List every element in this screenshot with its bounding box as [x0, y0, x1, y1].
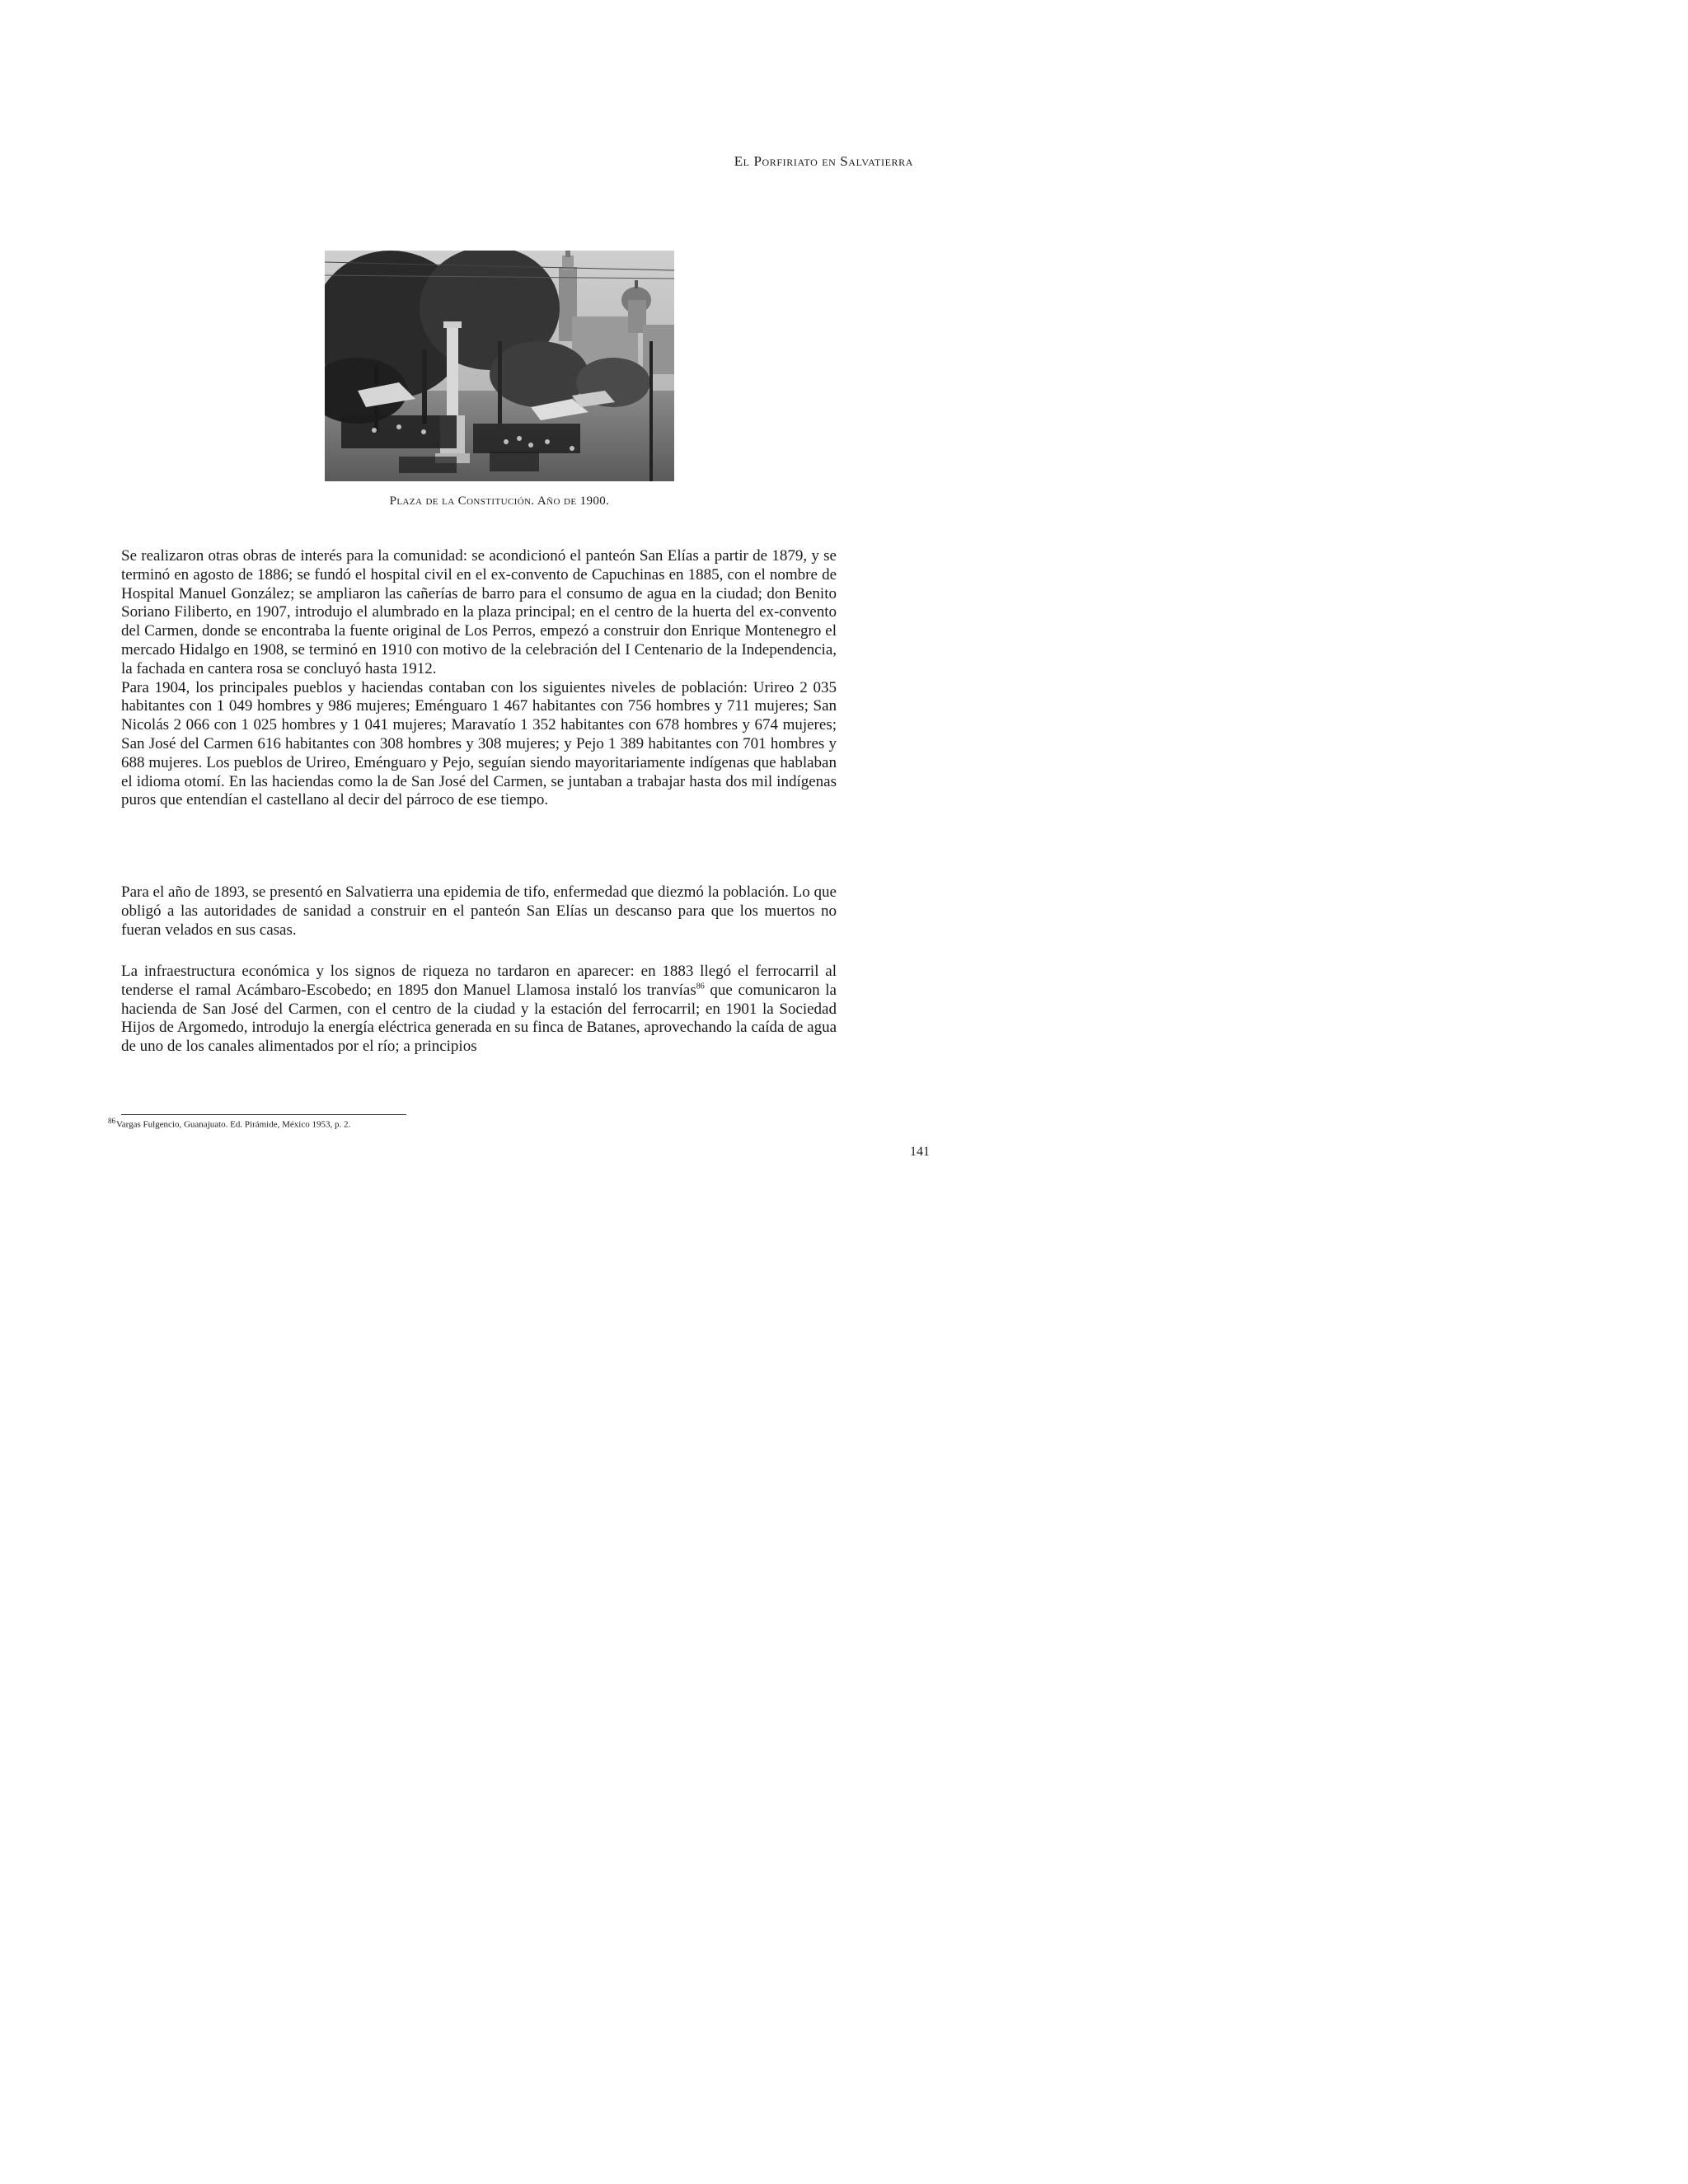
paragraph-text: que comunicaron la hacienda de San José del Carmen, con el centro de la ciudad y la estación del ferrocarril; en 1901 la Sociedad Hijos de Argomedo, introdujo la energía eléctrica generada en su finca de Batanes, aprovechando la caída de agua de uno de los canales alimentados por el río; a principios: [121, 981, 837, 1056]
footnote-reference[interactable]: 86: [696, 982, 705, 991]
historic-plaza-photo: [325, 251, 674, 481]
body-paragraph: Para el año de 1893, se presentó en Salvatierra una epidemia de tifo, enfermedad que diezmó la población. Lo que obligó a las autoridades de sanidad a construir en el panteón San Elías un descanso para que los muertos no fueran velados en sus casas.: [121, 883, 837, 939]
footnote: [108, 1115, 350, 1131]
footnote-number: 86: [108, 1117, 115, 1125]
body-paragraph: [121, 547, 837, 810]
page-number: 141: [910, 1145, 930, 1159]
figure-caption: Plaza de la Constitución. Año de 1900.: [389, 494, 610, 508]
running-header: El Porfiriato en Salvatierra: [734, 153, 913, 169]
paragraph-text: Se realizaron otras obras de interés para la comunidad: se acondicionó el panteón San Elías a partir de 1879, y se terminó en agosto de 1886; se fundó el hospital civil en el ex-convento de Capuchinas en 1885, con el nombre de Hospital Manuel González; se ampliaron las cañerías de barro para el consumo de agua en la ciudad; don Benito Soriano Filiberto, en 1907, introdujo el alumbrado en la plaza principal; en el centro de la huerta del ex-convento del Carmen, donde se encontraba la fuente original de Los Perros, empezó a construir don Enrique Montenegro el mercado Hidalgo en 1908, se terminó en 1910 con motivo de la celebración del I Centenario de la Independencia, la fachada en cantera rosa se concluyó hasta 1912.: [121, 547, 837, 677]
paragraph-text: Para 1904, los principales pueblos y haciendas contaban con los siguientes niveles de población: Urireo 2 035 habitantes con 1 049 hombres y 986 mujeres; Eménguaro 1 467 habitantes con 756 hombres y 711 mujeres; San Nicolás 2 066 con 1 025 hombres y 1 041 mujeres; Maravatío 1 352 habitantes con 678 hombres y 674 mujeres; San José del Carmen 616 habitantes con 308 hombres y 308 mujeres; y Pejo 1 389 habitantes con 701 hombres y 688 mujeres. Los pueblos de Urireo, Eménguaro y Pejo, seguían siendo mayoritariamente indígenas que hablaban el idioma otomí. En las haciendas como la de San José del Carmen, se juntaban a trabajar hasta dos mil indígenas puros que entendían el castellano al decir del párroco de ese tiempo.: [121, 678, 837, 809]
body-paragraph: [121, 963, 837, 1057]
footnote-text: Vargas Fulgencio, Guanajuato. Ed. Pirámide, México 1953, p. 2.: [116, 1119, 351, 1130]
paragraph-text: La infraestructura económica y los signos de riqueza no tardaron en aparecer: en 1883 llegó el ferrocarril al tenderse el ramal Acámbaro-Escobedo; en 1895 don Manuel Llamosa instaló los tranvías: [121, 963, 837, 999]
